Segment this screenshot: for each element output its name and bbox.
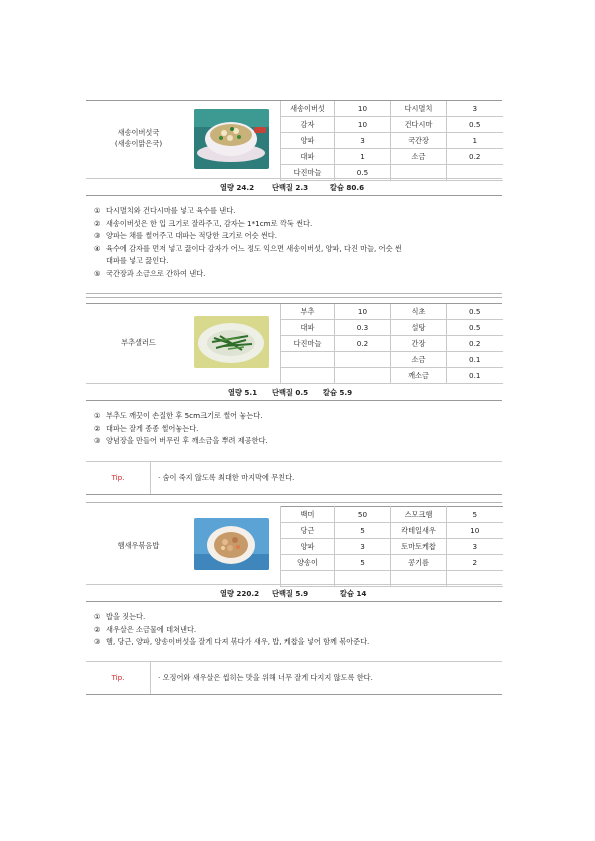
recipe-name-line1: 새송이버섯국: [117, 128, 160, 137]
protein-value: 단백질 5.9: [272, 589, 309, 598]
step-number: ①: [94, 411, 101, 420]
step-text: 육수에 감자를 먼저 넣고 끓이다 감자가 어느 정도 익으면 새송이버섯, 양파, 다진 마늘, 어슷 썬: [106, 243, 402, 253]
instruction-step: [94, 205, 494, 218]
step-text: 새우살은 소금물에 데쳐낸다.: [106, 624, 197, 634]
ingredient-amount: 5: [335, 523, 391, 539]
protein-value: 단백질 2.3: [272, 183, 309, 192]
ingredient-amount: 50: [335, 507, 391, 523]
table-row: [281, 336, 503, 352]
ingredient-table: [280, 304, 503, 384]
ingredient-amount: 5: [335, 555, 391, 571]
ingredient-name: 당근: [281, 523, 335, 539]
ingredient-amount: 10: [447, 523, 503, 539]
table-row: [281, 507, 503, 523]
table-row: [281, 539, 503, 555]
instruction-list: [94, 205, 494, 281]
recipe-name-line2: (새송이맑은국): [114, 139, 163, 148]
table-row: [281, 352, 503, 368]
step-continuation: 대파를 넣고 끓인다.: [106, 256, 169, 266]
ingredient-name: 소금: [391, 149, 447, 165]
step-number: ③: [94, 231, 101, 241]
fried-rice-photo: [194, 518, 269, 570]
instruction-step: [94, 410, 494, 423]
ingredient-amount: 0.2: [447, 336, 503, 352]
instruction-step: [94, 435, 494, 448]
tip-label: Tip.: [86, 662, 151, 694]
tip-text: · 오징어와 새우살은 씹히는 맛을 위해 너무 잘게 다지지 않도록 한다.: [158, 673, 373, 682]
table-row: [281, 368, 503, 384]
ingredient-amount: 5: [447, 507, 503, 523]
chive-salad-photo: [194, 316, 269, 368]
ingredient-amount: 10: [335, 101, 391, 117]
ingredient-amount: 0.5: [335, 165, 391, 181]
ingredient-amount: 3: [447, 101, 503, 117]
step-number: ③: [94, 637, 101, 647]
soup-bowl-photo: [194, 109, 269, 169]
ingredient-name: 부추: [281, 304, 335, 320]
ingredient-name: 대파: [281, 149, 335, 165]
ingredient-name: 다시멸치: [391, 101, 447, 117]
ingredient-name: [281, 352, 335, 368]
ingredient-name: 식초: [391, 304, 447, 320]
ingredient-amount: 10: [335, 304, 391, 320]
instruction-step: [94, 218, 494, 231]
table-row: [281, 304, 503, 320]
energy-value: 열량 5.1: [228, 388, 258, 397]
step-text: 부추도 깨끗이 손질한 후 5cm크기로 썰어 놓는다.: [106, 411, 263, 420]
ingredient-name: 감자: [281, 117, 335, 133]
calcium-value: 칼슘 5.9: [323, 388, 353, 397]
ingredient-name: 간장: [391, 336, 447, 352]
table-row: [281, 555, 503, 571]
section-divider: [86, 293, 502, 298]
ingredient-name: 토마토케찹: [391, 539, 447, 555]
ingredient-name: 스모크햄: [391, 507, 447, 523]
ingredient-table: [280, 506, 503, 587]
step-number: ⑤: [94, 268, 101, 278]
ingredient-name: [281, 368, 335, 384]
instruction-list: [94, 410, 494, 448]
calcium-value: 칼슘 14: [340, 589, 367, 598]
ingredient-amount: 0.5: [447, 304, 503, 320]
ingredient-name: 새송이버섯: [281, 101, 335, 117]
ingredient-name: 국간장: [391, 133, 447, 149]
nutrition-row: [86, 178, 502, 196]
recipe-name-line1: 햄새우볶음밥: [117, 541, 160, 550]
ingredient-amount: 3: [335, 133, 391, 149]
ingredient-name: 설탕: [391, 320, 447, 336]
tip-label: Tip.: [86, 462, 151, 494]
step-number: ②: [94, 423, 101, 433]
instruction-step: [94, 243, 494, 256]
ingredient-name: 백미: [281, 507, 335, 523]
step-text: 햄, 당근, 양파, 양송이버섯을 잘게 다져 볶다가 새우, 밥, 케찹을 넣어 함께 볶아준다.: [106, 637, 370, 647]
step-text: 대파는 잘게 종종 썰어놓는다.: [106, 423, 199, 433]
calcium-value: 칼슘 80.6: [330, 183, 365, 192]
ingredient-name: 대파: [281, 320, 335, 336]
ingredient-name: 양파: [281, 539, 335, 555]
ingredient-section: [86, 100, 502, 177]
table-row: [281, 117, 503, 133]
energy-value: 열량 220.2: [220, 589, 260, 598]
instruction-step: [94, 423, 494, 436]
ingredient-amount: [335, 368, 391, 384]
ingredient-name: 칵테일새우: [391, 523, 447, 539]
ingredient-amount: 0.1: [447, 352, 503, 368]
recipe-name-line1: 부추샐러드: [121, 338, 156, 347]
tip-box: [86, 661, 502, 695]
tip-box: [86, 461, 502, 495]
instruction-list: [94, 611, 494, 649]
ingredient-name: 다진마늘: [281, 165, 335, 181]
ingredient-amount: 1: [447, 133, 503, 149]
instruction-step: [94, 268, 494, 281]
step-number: ①: [94, 612, 101, 621]
step-text: 밥을 짓는다.: [106, 612, 146, 621]
nutrition-row: [86, 584, 502, 602]
instruction-step: [94, 624, 494, 637]
step-text: 국간장과 소금으로 간하여 낸다.: [106, 268, 206, 278]
step-text: 양파는 채를 썰어주고 대파는 적당한 크기로 어슷 썬다.: [106, 231, 278, 241]
step-number: ④: [94, 243, 101, 253]
tip-text: · 숨이 죽지 않도록 최대한 마지막에 무친다.: [158, 473, 295, 482]
table-row: [281, 523, 503, 539]
ingredient-name: 양송이: [281, 555, 335, 571]
ingredient-amount: [335, 352, 391, 368]
ingredient-amount: 0.5: [447, 117, 503, 133]
ingredient-amount: 1: [335, 149, 391, 165]
ingredient-amount: 0.2: [447, 149, 503, 165]
section-divider: [86, 502, 502, 503]
ingredient-section: [86, 303, 502, 380]
step-text: 다시멸치와 건다시마를 넣고 육수를 낸다.: [106, 206, 236, 215]
ingredient-name: 깨소금: [391, 368, 447, 384]
ingredient-amount: 0.2: [335, 336, 391, 352]
ingredient-amount: 0.5: [447, 320, 503, 336]
ingredient-name: 소금: [391, 352, 447, 368]
step-number: ②: [94, 624, 101, 634]
ingredient-amount: 3: [447, 539, 503, 555]
ingredient-amount: 10: [335, 117, 391, 133]
recipe-name: [86, 337, 191, 348]
table-row: [281, 101, 503, 117]
ingredient-name: 콩기름: [391, 555, 447, 571]
ingredient-amount: 0.1: [447, 368, 503, 384]
ingredient-name: 건다시마: [391, 117, 447, 133]
protein-value: 단백질 0.5: [272, 388, 309, 397]
ingredient-amount: 2: [447, 555, 503, 571]
step-text: 양념장을 만들어 버무린 후 깨소금을 뿌려 제공한다.: [106, 436, 268, 446]
table-row: [281, 320, 503, 336]
step-text: 새송이버섯은 한 입 크기로 잘라주고, 감자는 1*1cm로 깍둑 썬다.: [106, 218, 313, 228]
step-number: ②: [94, 218, 101, 228]
energy-value: 열량 24.2: [220, 183, 255, 192]
table-row: [281, 149, 503, 165]
ingredient-amount: 3: [335, 539, 391, 555]
ingredient-table: [280, 101, 503, 181]
instruction-step: [94, 636, 494, 649]
nutrition-row: [86, 383, 502, 401]
ingredient-name: 다진마늘: [281, 336, 335, 352]
step-number: ①: [94, 206, 101, 215]
ingredient-name: 양파: [281, 133, 335, 149]
instruction-step: [94, 611, 494, 624]
recipe-name: [86, 540, 191, 551]
instruction-step: [94, 230, 494, 243]
recipe-name: [86, 127, 191, 149]
ingredient-amount: 0.3: [335, 320, 391, 336]
table-row: [281, 133, 503, 149]
step-number: ③: [94, 436, 101, 446]
